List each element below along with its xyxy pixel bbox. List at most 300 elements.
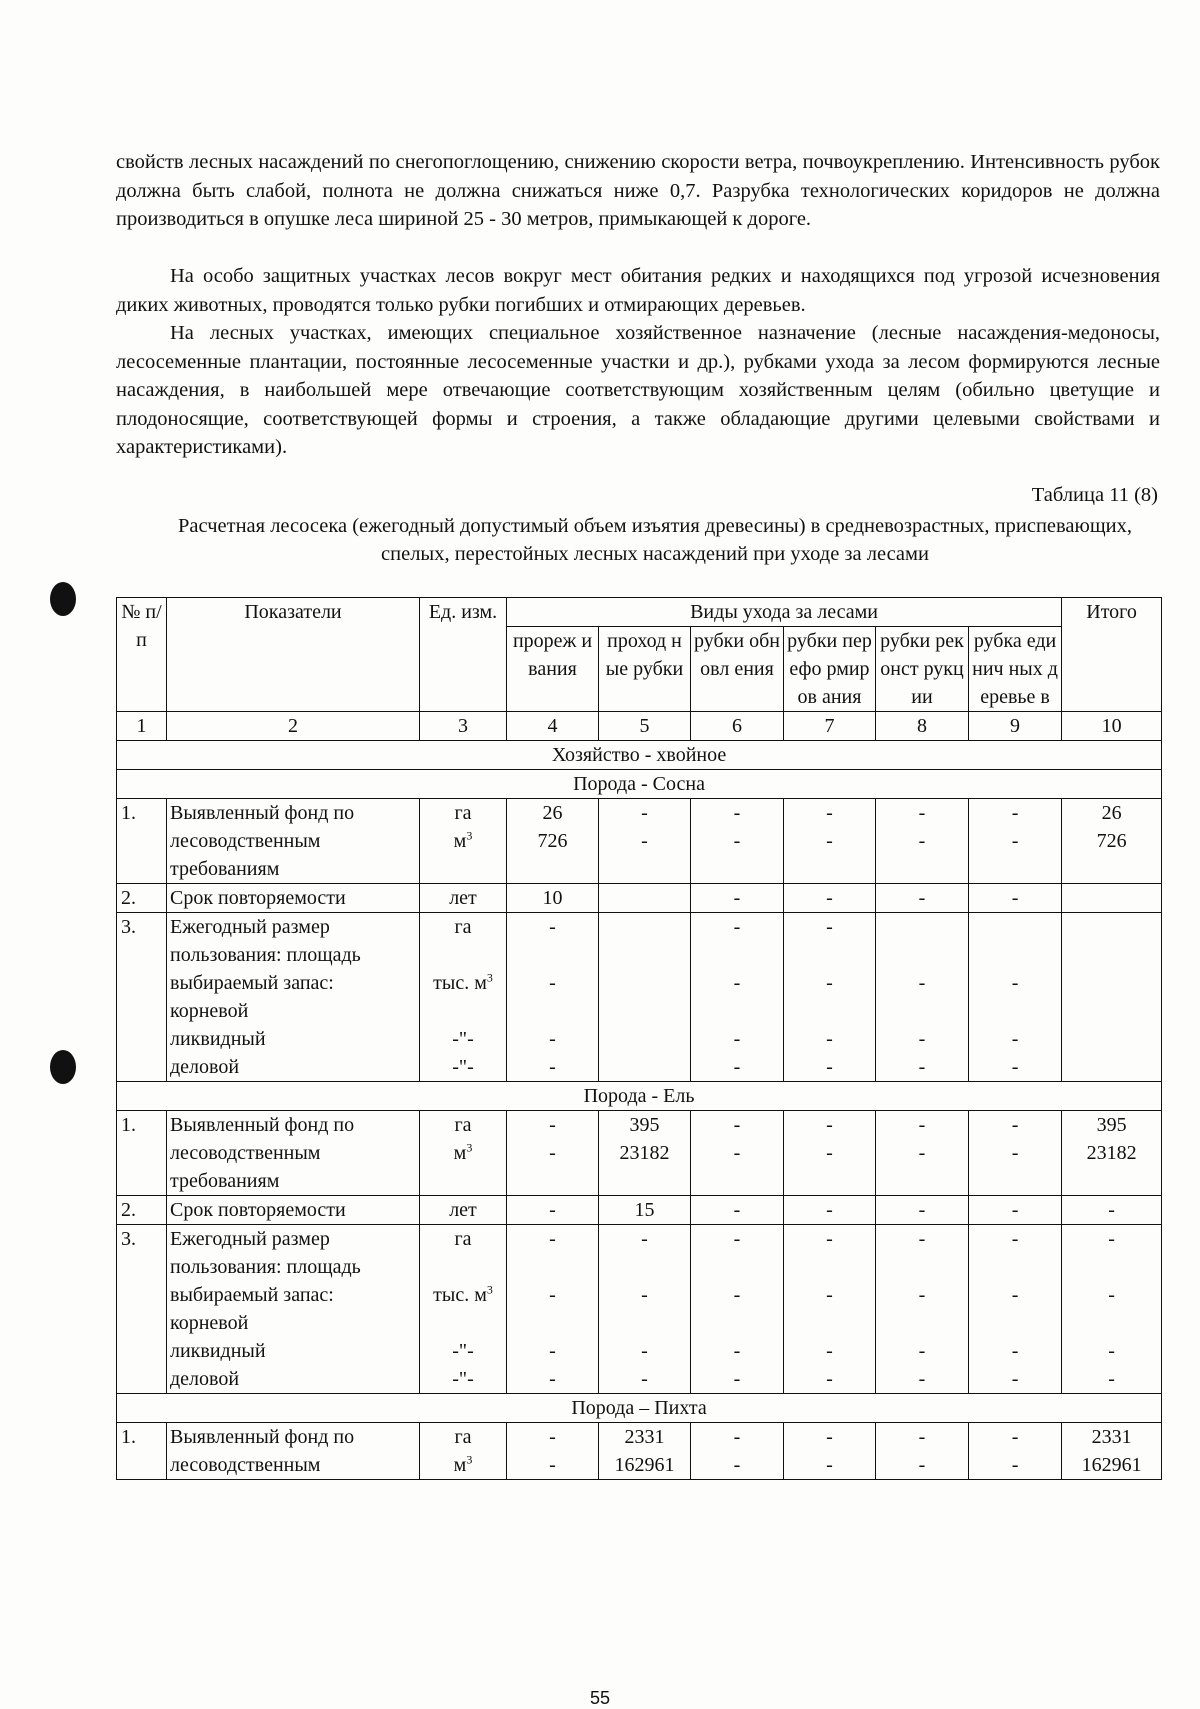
header-type: рубки реконст рукции <box>876 627 969 712</box>
header-unit: Ед. изм. <box>420 598 507 712</box>
row-total <box>1062 799 1162 884</box>
row-value-text <box>972 884 1058 912</box>
row-total-text-line: - <box>1108 1284 1115 1306</box>
row-value-text-line: - <box>1011 1284 1019 1306</box>
row-value-text-line <box>510 1253 595 1281</box>
header-type: рубки обновл ения <box>691 627 784 712</box>
row-total-text-line <box>1065 1309 1158 1337</box>
row-value-text-line: - <box>1011 1028 1019 1050</box>
row-value <box>876 799 969 884</box>
row-value-text <box>787 884 872 912</box>
row-value-text-line <box>972 913 1058 941</box>
row-value-text-line <box>510 941 595 969</box>
row-unit-text-line: лет <box>449 1199 477 1221</box>
row-total <box>1062 1111 1162 1196</box>
row-unit-text <box>423 1225 503 1393</box>
row-value-text-line <box>972 997 1058 1025</box>
row-value-text-line: - <box>918 972 926 994</box>
row-value-text <box>879 913 965 1081</box>
row-unit-text-line: га <box>454 1228 472 1250</box>
row-value-text-line: - <box>918 802 926 824</box>
row-value-text <box>694 1423 780 1479</box>
species-title: Порода - Ель <box>117 1082 1162 1111</box>
row-label-text <box>170 1225 416 1393</box>
row-value-text <box>879 1111 965 1167</box>
row-total-text <box>1065 1225 1158 1393</box>
row-total-text-line: - <box>1108 1340 1115 1362</box>
row-total-text <box>1065 1196 1158 1224</box>
row-label-text-line: деловой <box>170 1056 240 1078</box>
row-total-text-line: 2331 <box>1091 1426 1132 1448</box>
row-unit-text-line: $м^3$ <box>453 1140 473 1164</box>
row-value-text-line: - <box>1011 887 1019 909</box>
row-value-text-line <box>787 1253 872 1281</box>
row-value-text-line: 26 <box>542 802 563 824</box>
table-row <box>117 1196 1162 1225</box>
row-value-text-line <box>787 997 872 1025</box>
row-value <box>507 913 599 1082</box>
row-unit-text <box>423 1423 503 1479</box>
column-number-row <box>117 712 1162 741</box>
row-total-text <box>1065 1423 1158 1479</box>
row-value <box>969 1423 1062 1480</box>
row-number: 2. <box>117 1196 167 1225</box>
row-value <box>876 884 969 913</box>
row-value-text <box>879 799 965 855</box>
row-value <box>876 913 969 1082</box>
species-row <box>117 1394 1162 1423</box>
row-label-text-line: лесоводственным <box>170 1454 321 1476</box>
row-value-text-line: - <box>549 1028 556 1050</box>
row-value-text-line: - <box>733 972 741 994</box>
row-total-text-line <box>1065 1053 1158 1081</box>
row-value-text-line: - <box>918 1368 926 1390</box>
column-number: 7 <box>784 712 876 741</box>
row-label-text-line: Ежегодный размер <box>170 916 330 938</box>
row-value <box>507 1423 599 1480</box>
row-value-text <box>972 1225 1058 1393</box>
row-unit-text-line <box>423 941 503 969</box>
row-value-text <box>602 1423 687 1479</box>
row-value-text <box>510 1196 595 1224</box>
row-value-text-line: - <box>1011 1340 1019 1362</box>
row-value-text-line: - <box>918 1114 926 1136</box>
row-value <box>784 1196 876 1225</box>
header-indicators: Показатели <box>167 598 420 712</box>
header-type: прореж ивания <box>507 627 599 712</box>
row-number: 2. <box>117 884 167 913</box>
row-value-text-line <box>602 941 687 969</box>
row-label <box>167 1225 420 1394</box>
row-label-text-line: корневой <box>170 1000 249 1022</box>
column-number: 8 <box>876 712 969 741</box>
row-total-text <box>1065 1111 1158 1167</box>
row-value-text-line: - <box>1011 1368 1019 1390</box>
row-value-text-line <box>510 997 595 1025</box>
row-value-text-line: - <box>1011 802 1019 824</box>
row-value-text-line: - <box>918 887 926 909</box>
column-number: 6 <box>691 712 784 741</box>
row-value-text-line <box>602 1025 687 1053</box>
row-label-text <box>170 799 416 883</box>
row-value-text-line: 2331 <box>624 1426 665 1448</box>
row-value-text-line: - <box>918 1142 926 1164</box>
row-total-text <box>1065 913 1158 1081</box>
row-value <box>599 1423 691 1480</box>
row-total-text-line <box>1065 997 1158 1025</box>
row-value-text-line: - <box>1011 1114 1019 1136</box>
row-value-text-line: - <box>733 1199 741 1221</box>
row-unit-text-line: тыс. $м^3$ <box>433 970 493 994</box>
row-value-text-line: - <box>826 1028 833 1050</box>
row-value-text-line <box>510 1309 595 1337</box>
row-value-text-line: - <box>826 1454 833 1476</box>
row-unit <box>420 1196 507 1225</box>
row-value-text-line: - <box>826 887 833 909</box>
row-value-text <box>602 1225 687 1393</box>
row-value-text-line <box>694 1309 780 1337</box>
table-row <box>117 884 1162 913</box>
row-value-text-line <box>602 997 687 1025</box>
row-value-text-line: - <box>733 1142 741 1164</box>
row-value-text <box>879 1225 965 1393</box>
row-value-text-line: - <box>826 1142 833 1164</box>
species-title: Порода – Пихта <box>117 1394 1162 1423</box>
row-value-text-line: - <box>826 802 833 824</box>
row-value-text-line: - <box>641 1340 648 1362</box>
row-number: 1. <box>117 1423 167 1480</box>
row-label <box>167 1111 420 1196</box>
felling-table <box>116 597 1162 1480</box>
row-value <box>784 913 876 1082</box>
row-value-text <box>787 1423 872 1479</box>
row-value-text-line: - <box>641 1228 648 1250</box>
row-value-text-line <box>879 941 965 969</box>
row-total <box>1062 884 1162 913</box>
row-value-text-line: - <box>918 1199 926 1221</box>
row-label-text-line: пользования: площадь <box>170 1256 361 1278</box>
row-value-text-line: - <box>826 1199 833 1221</box>
row-value-text-line: - <box>549 1284 556 1306</box>
row-value-text <box>694 799 780 855</box>
row-value <box>599 884 691 913</box>
header-row <box>117 598 1162 627</box>
row-label <box>167 913 420 1082</box>
row-label-text-line: Срок повторяемости <box>170 1199 346 1221</box>
row-unit <box>420 799 507 884</box>
row-label-text-line: Выявленный фонд по <box>170 1114 355 1136</box>
header-num: № п/п <box>117 598 167 712</box>
row-value-text-line: - <box>918 1426 926 1448</box>
row-value-text <box>510 1225 595 1393</box>
row-total-text-line <box>1065 941 1158 969</box>
row-total-text-line <box>1065 969 1158 997</box>
paragraph-1: свойств лесных насаждений по снегопоглощению, снижению скорости ветра, почвоукреплению. Интенсивность рубок должна быть слабой, полнота не должна снижаться ниже 0,7. Разрубка технологических коридоров не должна производиться в опушке леса шириной 25 - 30 метров, примыкающей к дороге. <box>116 151 1160 230</box>
row-unit <box>420 1111 507 1196</box>
table-row <box>117 913 1162 1082</box>
row-unit-text-line: -"- <box>452 1056 474 1078</box>
table-row <box>117 1111 1162 1196</box>
row-value-text-line: - <box>733 916 741 938</box>
row-value-text-line <box>602 1053 687 1081</box>
row-value <box>784 884 876 913</box>
row-value <box>691 884 784 913</box>
row-value-text-line <box>787 941 872 969</box>
row-value-text-line <box>694 941 780 969</box>
row-total-text-line <box>1065 1025 1158 1053</box>
row-value-text-line <box>879 997 965 1025</box>
punch-hole <box>50 1050 76 1084</box>
row-value <box>507 799 599 884</box>
row-unit-text <box>423 799 503 855</box>
row-total-text <box>1065 884 1158 912</box>
row-unit-text-line <box>423 1253 503 1281</box>
header-type: рубки перефо рмиров ания <box>784 627 876 712</box>
row-total-text-line <box>1065 1253 1158 1281</box>
row-value <box>969 1111 1062 1196</box>
column-number: 4 <box>507 712 599 741</box>
row-total-text-line <box>1065 913 1158 941</box>
row-value-text-line: - <box>733 1426 741 1448</box>
row-value-text-line: - <box>733 887 741 909</box>
row-value-text <box>972 913 1058 1081</box>
row-value <box>599 799 691 884</box>
row-value-text-line: - <box>733 1028 741 1050</box>
row-value-text-line: - <box>826 916 833 938</box>
row-unit-text-line: лет <box>449 887 477 909</box>
row-value-text <box>787 799 872 855</box>
row-value-text-line: - <box>549 916 556 938</box>
row-label-text <box>170 1196 416 1224</box>
row-value <box>876 1111 969 1196</box>
row-value-text-line: - <box>826 1228 833 1250</box>
row-label <box>167 1423 420 1480</box>
column-number: 9 <box>969 712 1062 741</box>
row-total-text-line: - <box>1108 1228 1115 1250</box>
row-value-text-line: - <box>918 830 926 852</box>
row-unit-text-line: -"- <box>452 1028 474 1050</box>
row-value-text-line: - <box>826 830 833 852</box>
row-value-text <box>972 1196 1058 1224</box>
row-value-text-line: - <box>549 1426 556 1448</box>
row-value <box>507 1225 599 1394</box>
row-value <box>784 799 876 884</box>
row-label-text-line: выбираемый запас: <box>170 1284 334 1306</box>
row-value <box>876 1225 969 1394</box>
row-value-text-line: - <box>733 1228 741 1250</box>
row-unit <box>420 1423 507 1480</box>
row-value-text-line: - <box>549 1368 556 1390</box>
row-value-text-line: - <box>549 1454 556 1476</box>
row-value-text-line <box>787 1309 872 1337</box>
row-value-text-line: - <box>549 1056 556 1078</box>
row-value-text-line: - <box>641 1284 648 1306</box>
row-value-text-line: - <box>549 1142 556 1164</box>
row-value-text-line: - <box>1011 1142 1019 1164</box>
row-label-text-line: деловой <box>170 1368 240 1390</box>
table-number: Таблица 11 (8) <box>1031 484 1158 506</box>
row-value-text-line <box>879 1309 965 1337</box>
row-value-text-line: 395 <box>629 1114 660 1136</box>
row-value-text-line: - <box>641 1368 648 1390</box>
row-value-text-line: - <box>733 802 741 824</box>
column-number: 1 <box>117 712 167 741</box>
row-total-text-line: 26 <box>1101 802 1122 824</box>
row-value-text-line: - <box>733 1284 741 1306</box>
row-unit-text-line: га <box>454 1426 472 1448</box>
row-value <box>691 1423 784 1480</box>
row-label-text-line: Ежегодный размер <box>170 1228 330 1250</box>
row-value-text <box>694 1111 780 1167</box>
row-value-text-line <box>972 1253 1058 1281</box>
row-value-text <box>602 1196 687 1224</box>
row-value-text-line: 162961 <box>614 1454 675 1476</box>
row-value-text <box>694 884 780 912</box>
row-value-text <box>972 1111 1058 1167</box>
row-value-text <box>510 799 595 855</box>
row-value <box>599 1196 691 1225</box>
row-unit-text <box>423 913 503 1081</box>
row-label-text <box>170 1111 416 1195</box>
row-value <box>507 1196 599 1225</box>
row-value-text <box>602 1111 687 1167</box>
row-value-text <box>694 1225 780 1393</box>
row-number: 3. <box>117 913 167 1082</box>
row-label-text-line: Срок повторяемости <box>170 887 346 909</box>
row-unit-text-line <box>423 997 503 1025</box>
row-value-text <box>972 1423 1058 1479</box>
row-value-text <box>787 913 872 1081</box>
row-value-text-line: - <box>1011 1056 1019 1078</box>
species-row <box>117 1082 1162 1111</box>
row-value-text <box>972 799 1058 855</box>
row-value-text-line: - <box>918 1284 926 1306</box>
header-total: Итого <box>1062 598 1162 712</box>
row-value <box>969 1225 1062 1394</box>
row-value <box>784 1225 876 1394</box>
row-value-text-line: - <box>1011 1199 1019 1221</box>
column-number: 5 <box>599 712 691 741</box>
row-value-text-line: - <box>641 802 648 824</box>
row-value-text-line: - <box>549 1199 556 1221</box>
row-value-text-line: - <box>733 1114 741 1136</box>
row-value-text-line: - <box>1011 830 1019 852</box>
row-number: 1. <box>117 1111 167 1196</box>
table-row <box>117 799 1162 884</box>
row-value <box>784 1111 876 1196</box>
table-title: Расчетная лесосека (ежегодный допустимый объем изъятия древесины) в средневозрастных, приспевающих, спелых, перестойных лесных насаждений при уходе за лесами <box>178 515 1132 565</box>
row-unit-text-line <box>423 1309 503 1337</box>
header-type: рубка единич ных деревье в <box>969 627 1062 712</box>
row-unit <box>420 1225 507 1394</box>
row-value-text <box>510 884 595 912</box>
row-unit-text-line: тыс. $м^3$ <box>433 1282 493 1306</box>
farm-row <box>117 741 1162 770</box>
row-value <box>691 1225 784 1394</box>
header-type: проход ные рубки <box>599 627 691 712</box>
row-value <box>691 1196 784 1225</box>
row-total <box>1062 1225 1162 1394</box>
row-value <box>599 913 691 1082</box>
column-number: 3 <box>420 712 507 741</box>
row-label-text-line: лесоводственным <box>170 830 321 852</box>
row-label-text-line: лесоводственным <box>170 1142 321 1164</box>
row-label <box>167 799 420 884</box>
row-value-text-line: 15 <box>634 1199 655 1221</box>
row-value-text-line: - <box>918 1340 926 1362</box>
row-total <box>1062 913 1162 1082</box>
row-value-text-line <box>602 913 687 941</box>
row-value-text-line: - <box>918 1454 926 1476</box>
row-value-text-line: - <box>1011 1454 1019 1476</box>
table-row <box>117 1423 1162 1480</box>
row-value-text-line: - <box>918 1028 926 1050</box>
row-unit-text-line: га <box>454 1114 472 1136</box>
row-value-text-line: - <box>733 830 741 852</box>
row-value-text-line <box>602 969 687 997</box>
page-number: 55 <box>589 1688 611 1708</box>
row-value-text-line: - <box>826 1056 833 1078</box>
row-value-text <box>879 1196 965 1224</box>
row-label-text-line: Выявленный фонд по <box>170 802 355 824</box>
header-types-group: Виды ухода за лесами <box>507 598 1062 627</box>
row-unit-text <box>423 1196 503 1224</box>
row-unit-text-line: $м^3$ <box>453 828 473 852</box>
row-label-text <box>170 1423 416 1479</box>
row-value-text-line: - <box>1011 1426 1019 1448</box>
row-value <box>691 799 784 884</box>
row-value-text-line: - <box>918 1056 926 1078</box>
row-value-text-line <box>972 941 1058 969</box>
row-label-text <box>170 884 416 912</box>
row-total <box>1062 1196 1162 1225</box>
row-unit-text-line: -"- <box>452 1340 474 1362</box>
row-value <box>599 1225 691 1394</box>
row-value <box>784 1423 876 1480</box>
column-number: 2 <box>167 712 420 741</box>
row-value-text <box>787 1225 872 1393</box>
row-value-text <box>602 884 687 912</box>
row-label-text-line: Выявленный фонд по <box>170 1426 355 1448</box>
row-value-text-line: - <box>1011 972 1019 994</box>
row-label-text <box>170 913 416 1081</box>
row-value <box>969 884 1062 913</box>
row-value-text <box>510 1423 595 1479</box>
row-total-text-line: 726 <box>1096 830 1127 852</box>
farm-title: Хозяйство - хвойное <box>117 741 1162 770</box>
row-value-text-line <box>879 913 965 941</box>
row-value-text-line: - <box>826 972 833 994</box>
paragraph-3: На лесных участках, имеющих специальное хозяйственное назначение (лесные насаждения-медоносы, лесосеменные плантации, постоянные лесосеменные участки и др.), рубками ухода за лесом формируются лесные насаждения, в наибольшей мере отвечающие соответствующим хозяйственным целям (обильно цветущие и плодоносящие, соответствующей формы и строения, а также обладающие другими целевыми свойствами и характеристиками). <box>116 322 1160 458</box>
row-number: 3. <box>117 1225 167 1394</box>
row-value <box>969 913 1062 1082</box>
row-value <box>969 799 1062 884</box>
row-value-text-line: 23182 <box>619 1142 670 1164</box>
row-total-text-line <box>1065 884 1158 912</box>
row-value-text-line: - <box>733 1340 741 1362</box>
row-total <box>1062 1423 1162 1480</box>
row-total-text-line: 395 <box>1096 1114 1127 1136</box>
row-value-text-line: 726 <box>537 830 568 852</box>
row-value-text <box>602 799 687 855</box>
row-total-text-line: - <box>1108 1368 1115 1390</box>
row-value-text <box>879 884 965 912</box>
row-total-text-line: - <box>1108 1199 1115 1221</box>
row-value <box>507 884 599 913</box>
row-value <box>691 1111 784 1196</box>
row-value-text-line: - <box>918 1228 926 1250</box>
row-value-text-line: - <box>549 1340 556 1362</box>
